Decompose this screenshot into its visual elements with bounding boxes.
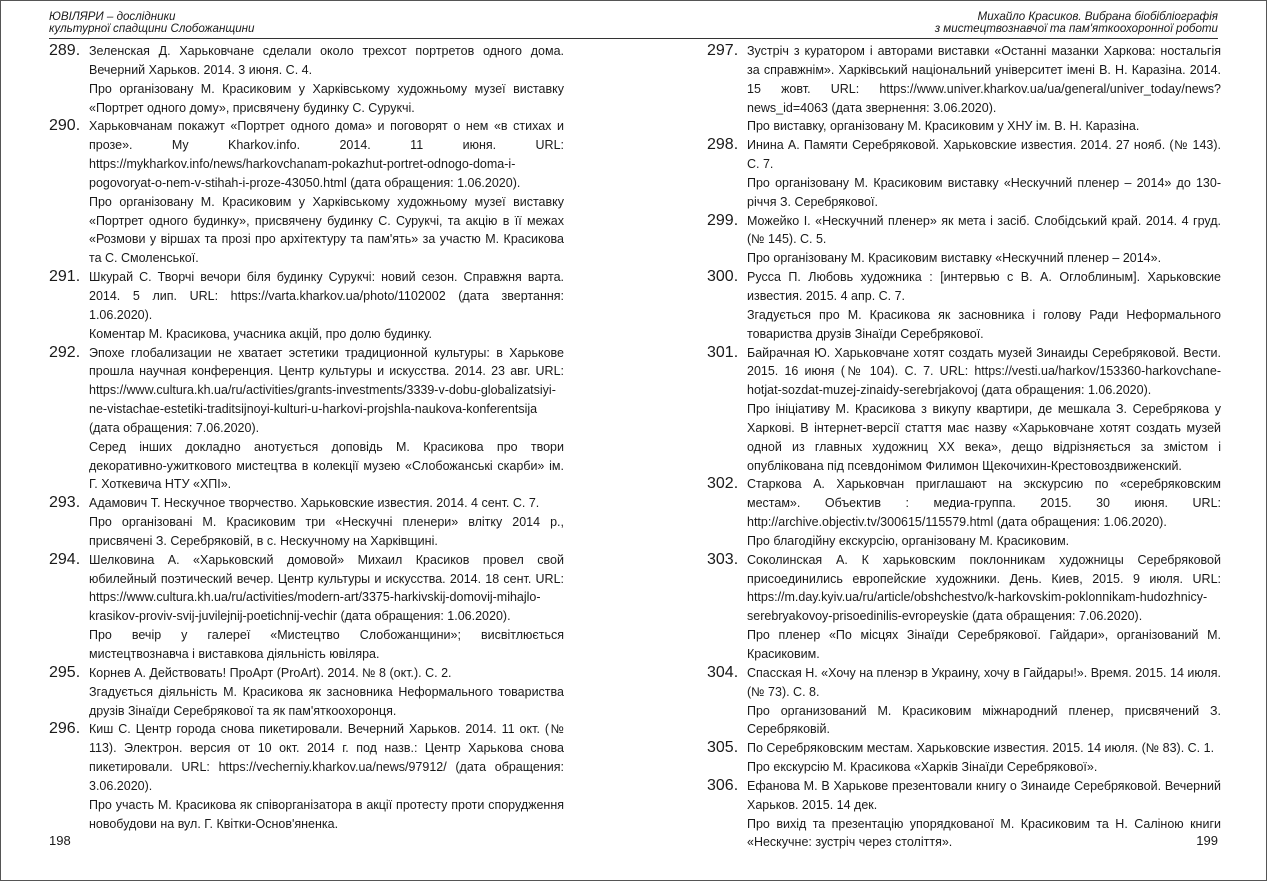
entry-number: 300. [707, 268, 739, 286]
entry-citation: Зустріч з куратором і авторами виставки «Останні мазанки Харкова: ностальгія за справжнім». Харківський національний університет імені В. Н. Каразіна. 2014. 15 жовт. URL: https://www.univer.kharkov.ua/ua/general/univer_today/news?news_id=4063 (дата звернення: 3.06.2020). [747, 44, 1221, 115]
bibliography-entry [49, 344, 564, 495]
bibliography-entry [49, 664, 564, 721]
entry-annotation: Про благодійну екскурсію, організовану М. Красиковим. [747, 533, 1070, 548]
entry-citation: Инина А. Памяти Серебряковой. Харьковские известия. 2014. 27 нояб. (№ 143). С. 7. [747, 138, 1221, 172]
entry-number: 298. [707, 136, 739, 154]
entry-annotation: Згадується про М. Красикова як засновника і голову Ради Неформального товариства друзів Зінаїди Серебрякової. [747, 307, 1221, 341]
entry-annotation: Коментар М. Красикова, учасника акцій, про долю будинку. [89, 326, 432, 341]
entry-number: 295. [49, 663, 81, 681]
entry-citation: По Серебряковским местам. Харьковские известия. 2015. 14 июля. (№ 83). С. 1. [747, 741, 1215, 756]
entry-citation: Корнев А. Действовать! ПроАрт (ProArt). 2014. № 8 (окт.). С. 2. [89, 665, 452, 680]
entry-citation: Спасская Н. «Хочу на пленэр в Украину, хочу в Гайдары!». Время. 2015. 14 июля. (№ 73). С. 8. [747, 665, 1221, 699]
entry-number: 302. [707, 475, 739, 493]
bibliography-entry [707, 42, 1221, 136]
entry-annotation: Про пленер «По місцях Зінаїди Серебрякової. Гайдари», організований М. Красиковим. [747, 628, 1221, 661]
bibliography-entry [49, 268, 564, 343]
entry-citation: Старкова А. Харьковчан приглашают на экскурсию по «серебряковским местам». Объектив : медиа-группа. 2015. 30 июня. URL: http://archive.objectiv.tv/300615/115579.html (дата обращения: 1.06.2020). [747, 477, 1221, 530]
entry-annotation: Про організовані М. Красиковим три «Нескучні пленери» влітку 2014 р., присвячені З. Серебряковій, в с. Нескучному на Харківщині. [89, 515, 564, 548]
entry-number: 296. [49, 720, 81, 738]
bibliography-entry [707, 739, 1221, 777]
entry-citation: Шелковина А. «Харьковский домовой» Михаил Красиков провел свой юбилейный поэтический вечер. Центр культуры и искусства. 2014. 18 сент. URL: https://www.cultura.kh.ua/ru/activities/modern-art/3375-harkivskij-domovij-mihajlo-krasikov-proviv-svij-juvilejnij-poetichnij-vechir (дата обращения: 1.06.2020). [89, 552, 564, 624]
page-number: 199 [1196, 833, 1218, 848]
entry-number: 297. [707, 42, 739, 59]
entry-citation: Можейко І. «Нескучний пленер» як мета і засіб. Слобідський край. 2014. 4 груд. (№ 145). С. 5. [747, 213, 1221, 247]
entry-number: 305. [707, 739, 739, 757]
bibliography-entry [707, 551, 1221, 664]
page-number: 198 [49, 833, 71, 848]
bibliography-entry [49, 117, 564, 268]
entry-annotation: Про організовану М. Красиковим у Харківському художньому музеї виставку «Портрет одного дому», присвячену будинку С. Сурукчі. [89, 81, 564, 115]
entry-annotation: Про ініціативу М. Красикова з викупу квартири, де мешкала З. Серебрякова у Харкові. В інтернет-версії стаття має назву «Харьковчане хотят создать музей одной из главных художниц XX века», дещо відрізняється за змістом і опублікована під псевдонімом Филимон Щекочихин-Крестовоздвиженский. [747, 402, 1221, 473]
bibliography-entry [49, 720, 564, 833]
entry-annotation: Про екскурсію М. Красикова «Харків Зінаїди Серебрякової». [747, 760, 1098, 775]
header-rule [634, 38, 1218, 39]
bibliography-entry [707, 344, 1221, 476]
bibliography-entry [49, 551, 564, 664]
entry-annotation: Згадується діяльність М. Красикова як засновника Неформального товариства друзів Зінаїди Серебрякової та як пам'яткоохоронця. [89, 684, 564, 718]
header-line-1: ЮВІЛЯРИ – дослідники [49, 10, 176, 23]
running-header [49, 11, 254, 35]
bibliography-entry [707, 664, 1221, 739]
entry-number: 294. [49, 550, 81, 568]
entry-number: 289. [49, 42, 81, 59]
entry-list [707, 42, 1221, 852]
bibliography-entry [707, 212, 1221, 269]
entry-citation: Адамович Т. Нескучное творчество. Харьковские известия. 2014. 4 сент. С. 7. [89, 496, 540, 511]
running-header [935, 11, 1218, 35]
bibliography-entry [707, 136, 1221, 211]
entry-citation: Ефанова М. В Харькове презентовали книгу о Зинаиде Серебряковой. Вечерний Харьков. 2015. 14 дек. [747, 778, 1221, 812]
entry-annotation: Про вихід та презентацію упорядкованої М. Красиковим та Н. Саліною книги «Нескучне: зустріч через століття». [747, 816, 1221, 850]
entry-annotation: Про вечір у галереї «Мистецтво Слобожанщини»; висвітлюється мистецтвознавча і виставкова діяльність ювіляра. [89, 628, 564, 661]
entry-number: 301. [707, 343, 739, 361]
entry-annotation: Про організовану М. Красиковим виставку «Нескучний пленер – 2014». [747, 251, 1162, 266]
entry-citation: Байрачная Ю. Харьковчане хотят создать музей Зинаиды Серебряковой. Вести. 2015. 16 июня (№ 104). С. 7. URL: https://vesti.ua/harkov/153360-harkovchane-hotjat-sozdat-muzej-zinaidy-serebrjakovoj (дата обращения: 1.06.2020). [747, 345, 1221, 398]
entry-annotation: Про організовану М. Красиковим виставку «Нескучний пленер – 2014» до 130-річчя З. Серебрякової. [747, 175, 1221, 209]
entry-annotation: Про участь М. Красикова як співорганізатора в акції протесту проти спорудження новобудови на вул. Г. Квітки-Основ'яненка. [89, 797, 564, 831]
bibliography-entry [707, 268, 1221, 343]
bibliography-entry [707, 777, 1221, 852]
bibliography-entry [49, 42, 564, 117]
entry-number: 292. [49, 343, 81, 361]
entry-number: 306. [707, 776, 739, 794]
bibliography-entry [707, 475, 1221, 550]
bibliography-entry [49, 494, 564, 551]
entry-citation: Шкурай С. Творчі вечори біля будинку Сурукчі: новий сезон. Справжня варта. 2014. 5 лип. URL: https://varta.kharkov.ua/photo/1102002 (дата звертання: 1.06.2020). [89, 270, 564, 322]
entry-citation: Харьковчанам покажут «Портрет одного дома» и поговорят о нем «в стихах и прозе». My Kharkov.info. 2014. 11 июня. URL: https://mykharkov.info/news/harkovchanam-pokazhut-portret-odnogo-doma-i-pogovoryat-o-nem-v-stihah-i-proze-43050.html (дата обращения: 1.06.2020). [89, 119, 564, 190]
right-page [634, 1, 1266, 880]
entry-citation: Киш С. Центр города снова пикетировали. Вечерний Харьков. 2014. 11 окт. (№ 113). Электрон. версия от 10 окт. 2014 г. под назв.: Центр Харькова снова пикетировали. URL: https://vecherniy.kharkov.ua/news/97912/ (дата обращения: 3.06.2020). [89, 722, 564, 793]
entry-annotation: Серед інших докладно анотується доповідь М. Красикова про твори декоративно-ужиткового мистецтва в колекції музею «Слобожанські скарби» ім. Г. Хоткевича НТУ «ХПІ». [89, 439, 564, 492]
header-line-2: з мистецтвознавчої та пам'яткоохоронної роботи [934, 22, 1218, 35]
entry-annotation: Про организований М. Красиковим міжнародний пленер, присвячений З. Серебряковій. [747, 703, 1221, 737]
entry-citation: Соколинская А. К харьковским поклонникам художницы Серебряковой присоединились европейские художники. День. Киев, 2015. 9 июля. URL: https://m.day.kyiv.ua/ru/article/obshchestvo/k-harkovskim-poklonnikam-hudozhnicy-serebryakovoy-prisoedinilis-evropeyskie (дата обращения: 7.06.2020). [747, 552, 1221, 624]
entry-number: 293. [49, 494, 81, 512]
header-rule [49, 38, 634, 39]
entry-number: 299. [707, 211, 739, 229]
header-line-2: культурної спадщини Слобожанщини [49, 22, 255, 35]
header-line-1: Михайло Красиков. Вибрана біобібліографія [977, 10, 1218, 23]
entry-number: 290. [49, 117, 81, 135]
entry-citation: Зеленская Д. Харьковчане сделали около трехсот портретов одного дома. Вечерний Харьков. 2014. 3 июня. С. 4. [89, 44, 564, 77]
entry-citation: Русса П. Любовь художника : [интервью с В. А. Оглоблиным]. Харьковские известия. 2015. 4 апр. С. 7. [747, 270, 1221, 303]
entry-citation: Эпохе глобализации не хватает эстетики традиционной культуры: в Харькове прошла научная конференция. Центр культуры и искусства. 2014. 23 авг. URL: https://www.cultura.kh.ua/ru/activities/grants-investments/3339-v-dobu-globalizatsiyi-ne-vistachae-estetiki-traditsijnoyi-kulturi-u-harkovi-projshla-naukova-konferentsija (дата обращения: 7.06.2020). [89, 345, 564, 435]
left-page [1, 1, 634, 880]
entry-annotation: Про виставку, організовану М. Красиковим у ХНУ ім. В. Н. Каразіна. [747, 119, 1140, 134]
entry-number: 303. [707, 550, 739, 568]
entry-number: 291. [49, 268, 81, 286]
entry-annotation: Про організовану М. Красиковим у Харківському художньому музеї виставку «Портрет одного будинку», присвячену будинку С. Сурукчі, та акцію в її межах «Розмови у віршах та прозі про архітектуру та пам'ять» за участю М. Красикова та С. Смоленської. [89, 194, 564, 266]
entry-list [49, 42, 564, 833]
entry-number: 304. [707, 663, 739, 681]
